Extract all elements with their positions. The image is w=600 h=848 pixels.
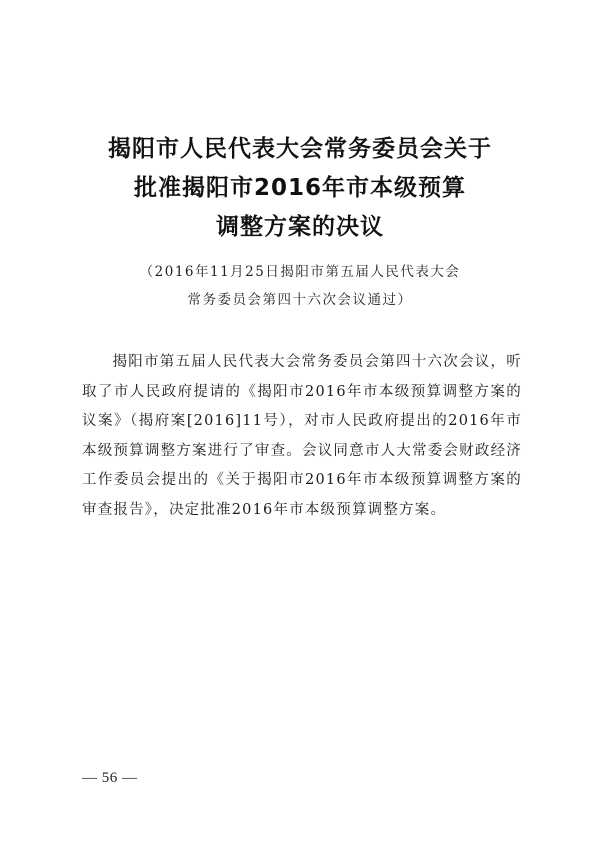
page-number: — 56 — — [82, 770, 138, 786]
subtitle-line-2: 常务委员会第四十六次会议通过） — [187, 292, 413, 308]
subtitle-line-1: （2016年11月25日揭阳市第五届人民代表大会 — [139, 264, 461, 280]
title-line-1: 揭阳市人民代表大会常务委员会关于 — [108, 136, 492, 162]
document-subtitle — [60, 258, 540, 314]
title-line-2: 批准揭阳市2016年市本级预算 — [133, 175, 466, 201]
body-paragraph: 揭阳市第五届人民代表大会常务委员会第四十六次会议，听取了市人民政府提请的《揭阳市2016年市本级预算调整方案的议案》（揭府案[2016]11号），对市人民政府提出的2016年市本级预算调整方案进行了审查。会议同意市人大常委会财政经济工作委员会提出的《关于揭阳市2016年市本级预算调整方案的审查报告》，决定批准2016年市本级预算调整方案。 — [82, 354, 522, 518]
title-line-3: 调整方案的决议 — [216, 214, 384, 240]
document-title — [60, 130, 540, 247]
